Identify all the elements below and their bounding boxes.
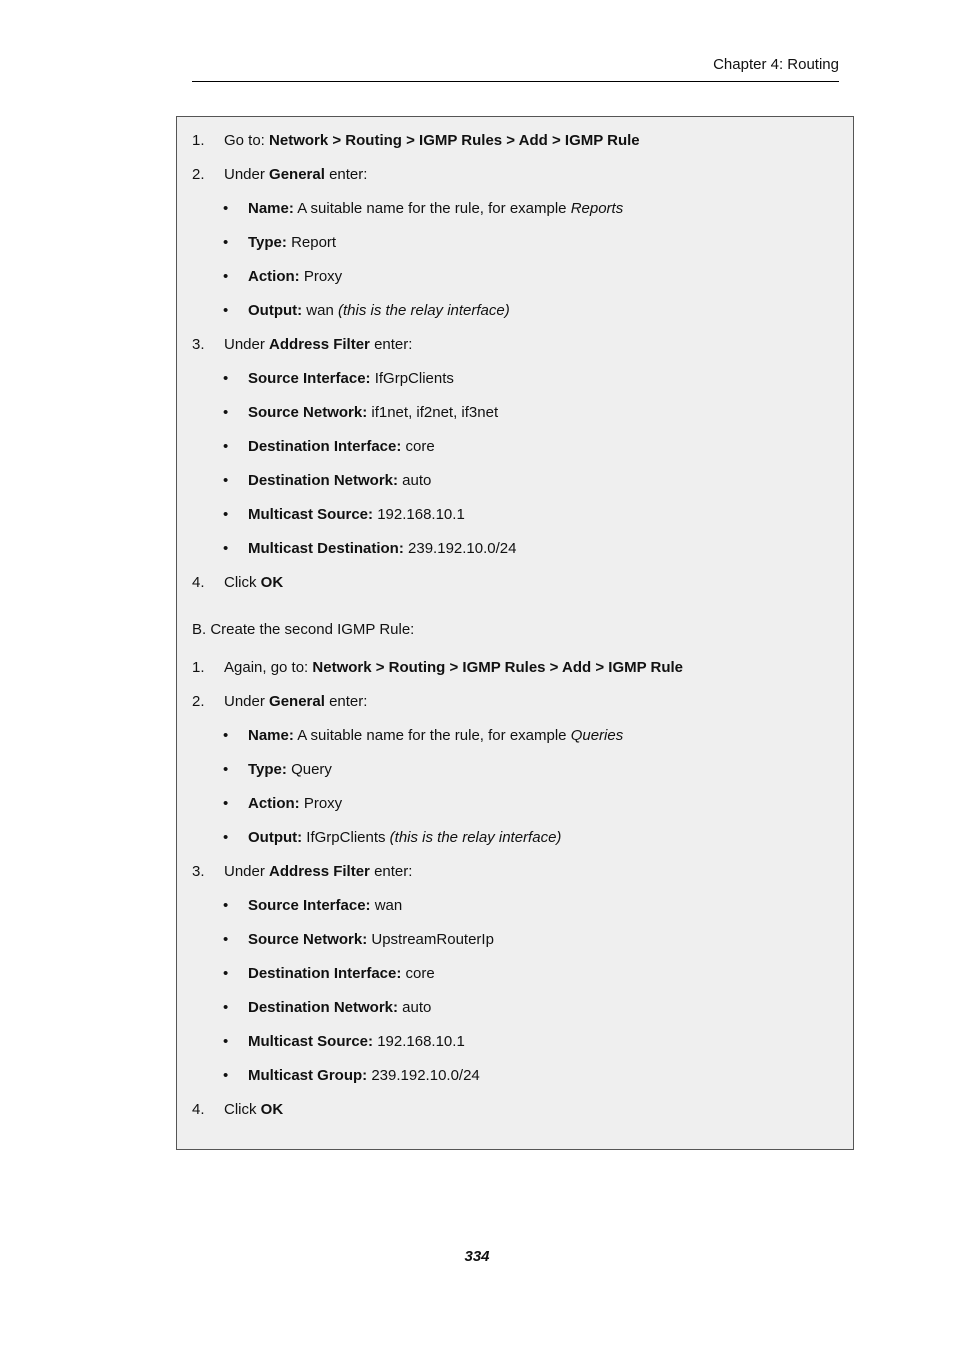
bullet-icon: • bbox=[223, 829, 229, 846]
step-number: 2. bbox=[192, 166, 205, 183]
item-text: Name: A suitable name for the rule, for example Reports bbox=[248, 200, 624, 217]
item-text: Destination Interface: core bbox=[248, 965, 435, 982]
chapter-title: Chapter 4: Routing bbox=[713, 56, 839, 73]
item-text: Destination Network: auto bbox=[248, 472, 432, 489]
item-text: Destination Network: auto bbox=[248, 999, 432, 1016]
item-text: Destination Interface: core bbox=[248, 438, 435, 455]
step-number: 1. bbox=[192, 132, 205, 149]
page-number: 334 bbox=[464, 1248, 490, 1265]
step-text: Click OK bbox=[224, 574, 284, 591]
step-number: 3. bbox=[192, 336, 205, 353]
item-text: Source Interface: wan bbox=[248, 897, 403, 914]
ok-action: OK bbox=[260, 574, 284, 591]
bullet-icon: • bbox=[223, 1033, 229, 1050]
item-text: Multicast Source: 192.168.10.1 bbox=[248, 506, 465, 523]
bullet-icon: • bbox=[223, 999, 229, 1016]
bullet-icon: • bbox=[223, 404, 229, 421]
bullet-icon: • bbox=[223, 931, 229, 948]
bullet-icon: • bbox=[223, 965, 229, 982]
step-text: Again, go to: Network > Routing > IGMP Rules > Add > IGMP Rule bbox=[224, 659, 684, 676]
step-text: Under General enter: bbox=[224, 693, 368, 710]
step-text: Under Address Filter enter: bbox=[224, 336, 413, 353]
bullet-icon: • bbox=[223, 897, 229, 914]
item-text: Source Network: if1net, if2net, if3net bbox=[248, 404, 499, 421]
step-number: 3. bbox=[192, 863, 205, 880]
bullet-icon: • bbox=[223, 438, 229, 455]
bullet-icon: • bbox=[223, 200, 229, 217]
step-number: 4. bbox=[192, 574, 205, 591]
item-text: Output: IfGrpClients (this is the relay interface) bbox=[248, 829, 562, 846]
menu-path: Network > Routing > IGMP Rules > Add > IGMP Rule bbox=[312, 659, 684, 676]
step-text: Under Address Filter enter: bbox=[224, 863, 413, 880]
ok-action: OK bbox=[260, 1101, 284, 1118]
bullet-icon: • bbox=[223, 268, 229, 285]
bullet-icon: • bbox=[223, 370, 229, 387]
item-text: Multicast Group: 239.192.10.0/24 bbox=[248, 1067, 480, 1084]
bullet-icon: • bbox=[223, 795, 229, 812]
page-header bbox=[192, 55, 839, 82]
step-number: 1. bbox=[192, 659, 205, 676]
step-number: 2. bbox=[192, 693, 205, 710]
step-number: 4. bbox=[192, 1101, 205, 1118]
intro-text: B. Create the second IGMP Rule: bbox=[192, 621, 415, 638]
step-text: Go to: Network > Routing > IGMP Rules > Add > IGMP Rule bbox=[224, 132, 640, 149]
item-text: Multicast Source: 192.168.10.1 bbox=[248, 1033, 465, 1050]
item-text: Output: wan (this is the relay interface) bbox=[248, 302, 510, 319]
item-text: Action: Proxy bbox=[248, 795, 343, 812]
item-text: Type: Report bbox=[248, 234, 337, 251]
bullet-icon: • bbox=[223, 302, 229, 319]
item-text: Source Network: UpstreamRouterIp bbox=[248, 931, 494, 948]
bullet-icon: • bbox=[223, 234, 229, 251]
step-text: Click OK bbox=[224, 1101, 284, 1118]
bullet-icon: • bbox=[223, 727, 229, 744]
menu-path: Network > Routing > IGMP Rules > Add > IGMP Rule bbox=[269, 132, 640, 149]
bullet-icon: • bbox=[223, 506, 229, 523]
item-text: Multicast Destination: 239.192.10.0/24 bbox=[248, 540, 517, 557]
bullet-icon: • bbox=[223, 761, 229, 778]
bullet-icon: • bbox=[223, 472, 229, 489]
item-text: Source Interface: IfGrpClients bbox=[248, 370, 454, 387]
step-text: Under General enter: bbox=[224, 166, 368, 183]
item-text: Action: Proxy bbox=[248, 268, 343, 285]
bullet-icon: • bbox=[223, 540, 229, 557]
bullet-icon: • bbox=[223, 1067, 229, 1084]
item-text: Type: Query bbox=[248, 761, 332, 778]
item-text: Name: A suitable name for the rule, for example Queries bbox=[248, 727, 624, 744]
